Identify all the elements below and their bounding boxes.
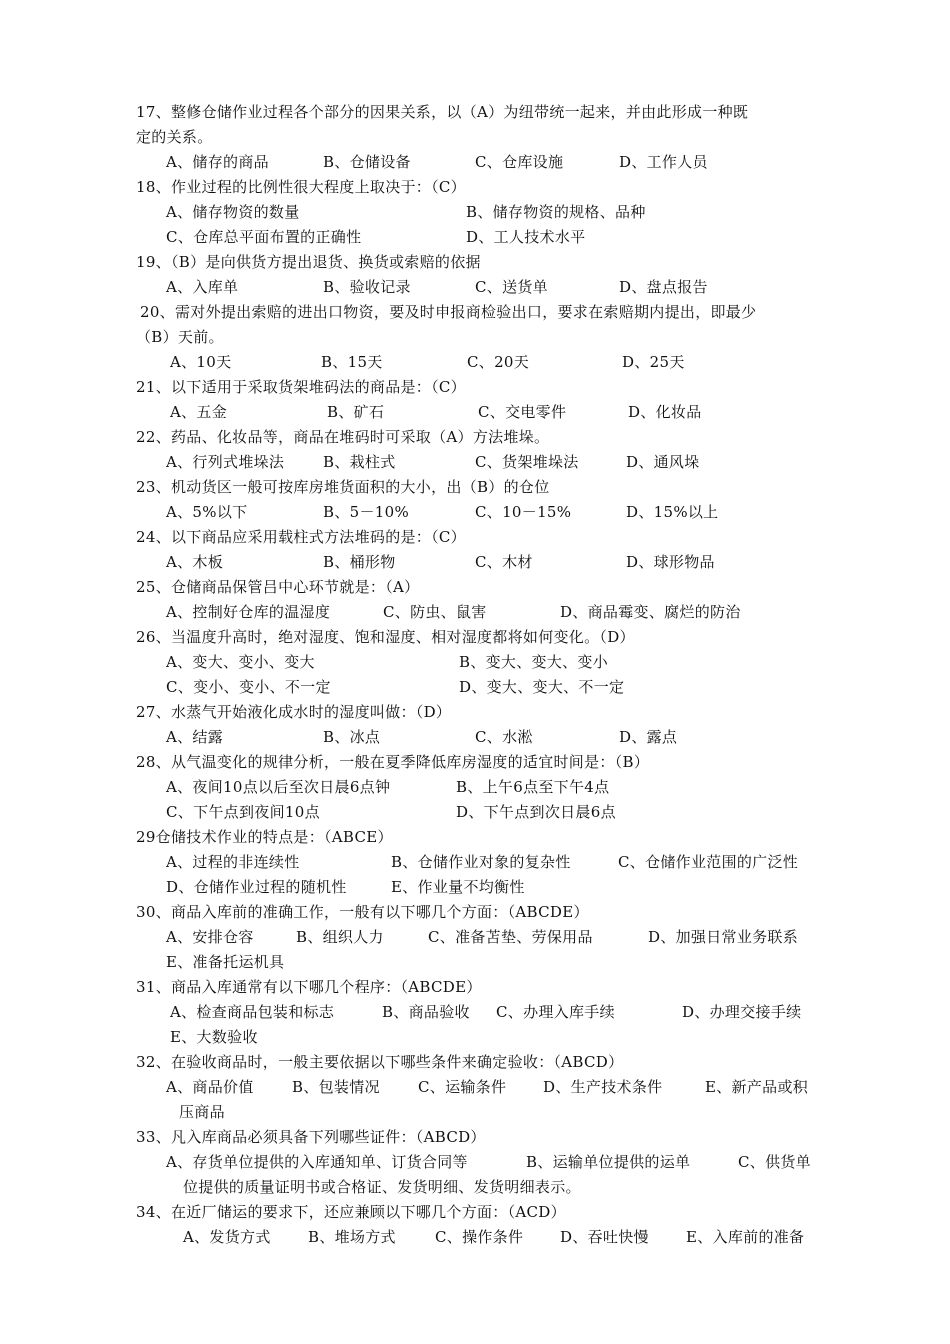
q32-option-a: A、商品价值 <box>166 1078 254 1096</box>
question-25-text: 25、仓储商品保管吕中心环节就是：（A） <box>136 578 420 596</box>
q29-option-e: E、作业量不均衡性 <box>391 878 525 896</box>
q31-option-b: B、商品验收 <box>382 1003 470 1021</box>
question-20-text: 20、需对外提出索赔的进出口物资，要及时申报商检验出口，要求在索赔期内提出，即最少 <box>140 303 757 321</box>
q24-option-c: C、木材 <box>475 553 533 571</box>
q23-option-a: A、5%以下 <box>166 503 248 521</box>
q32-option-e-cont: 压商品 <box>179 1103 225 1121</box>
q31-option-e: E、大数验收 <box>170 1028 258 1046</box>
q20-option-b: B、15天 <box>321 353 383 371</box>
q18-option-a: A、储存物资的数量 <box>166 203 300 221</box>
question-30-text: 30、商品入库前的准确工作，一般有以下哪几个方面：（ABCDE） <box>136 903 589 921</box>
q30-option-d: D、加强日常业务联系 <box>648 928 799 946</box>
q23-option-c: C、10－15% <box>475 503 572 521</box>
q19-option-b: B、验收记录 <box>323 278 411 296</box>
q27-option-c: C、水淞 <box>475 728 533 746</box>
q31-option-a: A、检查商品包装和标志 <box>170 1003 335 1021</box>
q21-option-a: A、五金 <box>170 403 228 421</box>
question-31-text: 31、商品入库通常有以下哪几个程序：（ABCDE） <box>136 978 482 996</box>
q25-option-c: C、防虫、鼠害 <box>383 603 487 621</box>
question-32-text: 32、在验收商品时，一般主要依据以下哪些条件来确定验收：（ABCD） <box>136 1053 624 1071</box>
question-23-text: 23、机动货区一般可按库房堆货面积的大小，出（B）的仓位 <box>136 478 550 496</box>
q32-option-d: D、生产技术条件 <box>543 1078 663 1096</box>
q22-option-d: D、通风垛 <box>626 453 700 471</box>
q28-option-b: B、上午6点至下午4点 <box>456 778 610 796</box>
q29-option-b: B、仓储作业对象的复杂性 <box>391 853 571 871</box>
q23-option-b: B、5－10% <box>323 503 410 521</box>
q29-option-c: C、仓储作业范围的广泛性 <box>618 853 799 871</box>
q17-option-a: A、储存的商品 <box>166 153 269 171</box>
q34-option-b: B、堆场方式 <box>308 1228 396 1246</box>
q30-option-b: B、组织人力 <box>296 928 384 946</box>
q21-option-b: B、矿石 <box>327 403 385 421</box>
q33-option-c: C、供货单 <box>738 1153 811 1171</box>
q25-option-a: A、控制好仓库的温湿度 <box>166 603 331 621</box>
question-17-text-cont: 定的关系。 <box>136 128 213 146</box>
q19-option-c: C、送货单 <box>475 278 548 296</box>
question-21-text: 21、以下适用于采取货架堆码法的商品是：（C） <box>136 378 466 396</box>
question-24-text: 24、以下商品应采用载柱式方法堆码的是：（C） <box>136 528 466 546</box>
q33-option-a: A、存货单位提供的入库通知单、订货合同等 <box>166 1153 468 1171</box>
q17-option-d: D、工作人员 <box>619 153 708 171</box>
q30-option-e: E、准备托运机具 <box>166 953 285 971</box>
q26-option-b: B、变大、变大、变小 <box>459 653 609 671</box>
q24-option-b: B、桶形物 <box>323 553 396 571</box>
q24-option-d: D、球形物品 <box>626 553 715 571</box>
question-29-text: 29仓储技术作业的特点是：（ABCE） <box>136 828 393 846</box>
q17-option-b: B、仓储设备 <box>323 153 411 171</box>
question-26-text: 26、当温度升高时，绝对湿度、饱和湿度、相对湿度都将如何变化。（D） <box>136 628 635 646</box>
q27-option-a: A、结露 <box>166 728 224 746</box>
q22-option-c: C、货架堆垛法 <box>475 453 579 471</box>
q28-option-d: D、下午点到次日晨6点 <box>456 803 616 821</box>
q22-option-b: B、栽柱式 <box>323 453 396 471</box>
question-33-text: 33、凡入库商品必须具备下列哪些证件：（ABCD） <box>136 1128 486 1146</box>
q29-option-d: D、仓储作业过程的随机性 <box>166 878 347 896</box>
q18-option-c: C、仓库总平面布置的正确性 <box>166 228 362 246</box>
question-19-text: 19、（B）是向供货方提出退货、换货或索赔的依据 <box>136 253 481 271</box>
q21-option-d: D、化妆品 <box>628 403 702 421</box>
q19-option-d: D、盘点报告 <box>619 278 708 296</box>
q34-option-a: A、发货方式 <box>183 1228 271 1246</box>
q22-option-a: A、行列式堆垛法 <box>166 453 285 471</box>
q17-option-c: C、仓库设施 <box>475 153 564 171</box>
q31-option-d: D、办理交接手续 <box>682 1003 802 1021</box>
q27-option-d: D、露点 <box>619 728 678 746</box>
q20-option-a: A、10天 <box>170 353 232 371</box>
q33-option-c-cont: 位提供的质量证明书或合格证、发货明细、发货明细表示。 <box>183 1178 581 1196</box>
q28-option-a: A、夜间10点以后至次日晨6点钟 <box>166 778 391 796</box>
question-34-text: 34、在近厂储运的要求下，还应兼顾以下哪几个方面：（ACD） <box>136 1203 566 1221</box>
q20-option-c: C、20天 <box>467 353 530 371</box>
q32-option-c: C、运输条件 <box>418 1078 507 1096</box>
q29-option-a: A、过程的非连续性 <box>166 853 300 871</box>
q32-option-b: B、包装情况 <box>292 1078 380 1096</box>
q24-option-a: A、木板 <box>166 553 224 571</box>
q27-option-b: B、冰点 <box>323 728 381 746</box>
q26-option-c: C、变小、变小、不一定 <box>166 678 331 696</box>
q34-option-d: D、吞吐快慢 <box>560 1228 649 1246</box>
q19-option-a: A、入库单 <box>166 278 239 296</box>
question-20-text-cont: （B）天前。 <box>136 328 224 346</box>
q34-option-e: E、入库前的准备 <box>686 1228 805 1246</box>
q26-option-a: A、变大、变小、变大 <box>166 653 315 671</box>
q32-option-e: E、新产品或积 <box>705 1078 809 1096</box>
q30-option-a: A、安排仓容 <box>166 928 254 946</box>
q23-option-d: D、15%以上 <box>626 503 719 521</box>
q18-option-d: D、工人技术水平 <box>466 228 586 246</box>
q30-option-c: C、准备苫垫、劳保用品 <box>428 928 593 946</box>
question-22-text: 22、药品、化妆品等，商品在堆码时可采取（A）方法堆垛。 <box>136 428 550 446</box>
question-18-text: 18、作业过程的比例性很大程度上取决于：（C） <box>136 178 466 196</box>
question-28-text: 28、从气温变化的规律分析，一般在夏季降低库房湿度的适宜时间是：（B） <box>136 753 650 771</box>
q33-option-b: B、运输单位提供的运单 <box>526 1153 691 1171</box>
q31-option-c: C、办理入库手续 <box>496 1003 615 1021</box>
q21-option-c: C、交电零件 <box>478 403 567 421</box>
q28-option-c: C、下午点到夜间10点 <box>166 803 320 821</box>
q25-option-d: D、商品霉变、腐烂的防治 <box>560 603 741 621</box>
q34-option-c: C、操作条件 <box>435 1228 524 1246</box>
question-17-text: 17、整修仓储作业过程各个部分的因果关系，以（A）为纽带统一起来，并由此形成一种既 <box>136 103 749 121</box>
q26-option-d: D、变大、变大、不一定 <box>459 678 625 696</box>
question-27-text: 27、水蒸气开始液化成水时的湿度叫做：（D） <box>136 703 452 721</box>
q20-option-d: D、25天 <box>622 353 685 371</box>
q18-option-b: B、储存物资的规格、品种 <box>466 203 646 221</box>
